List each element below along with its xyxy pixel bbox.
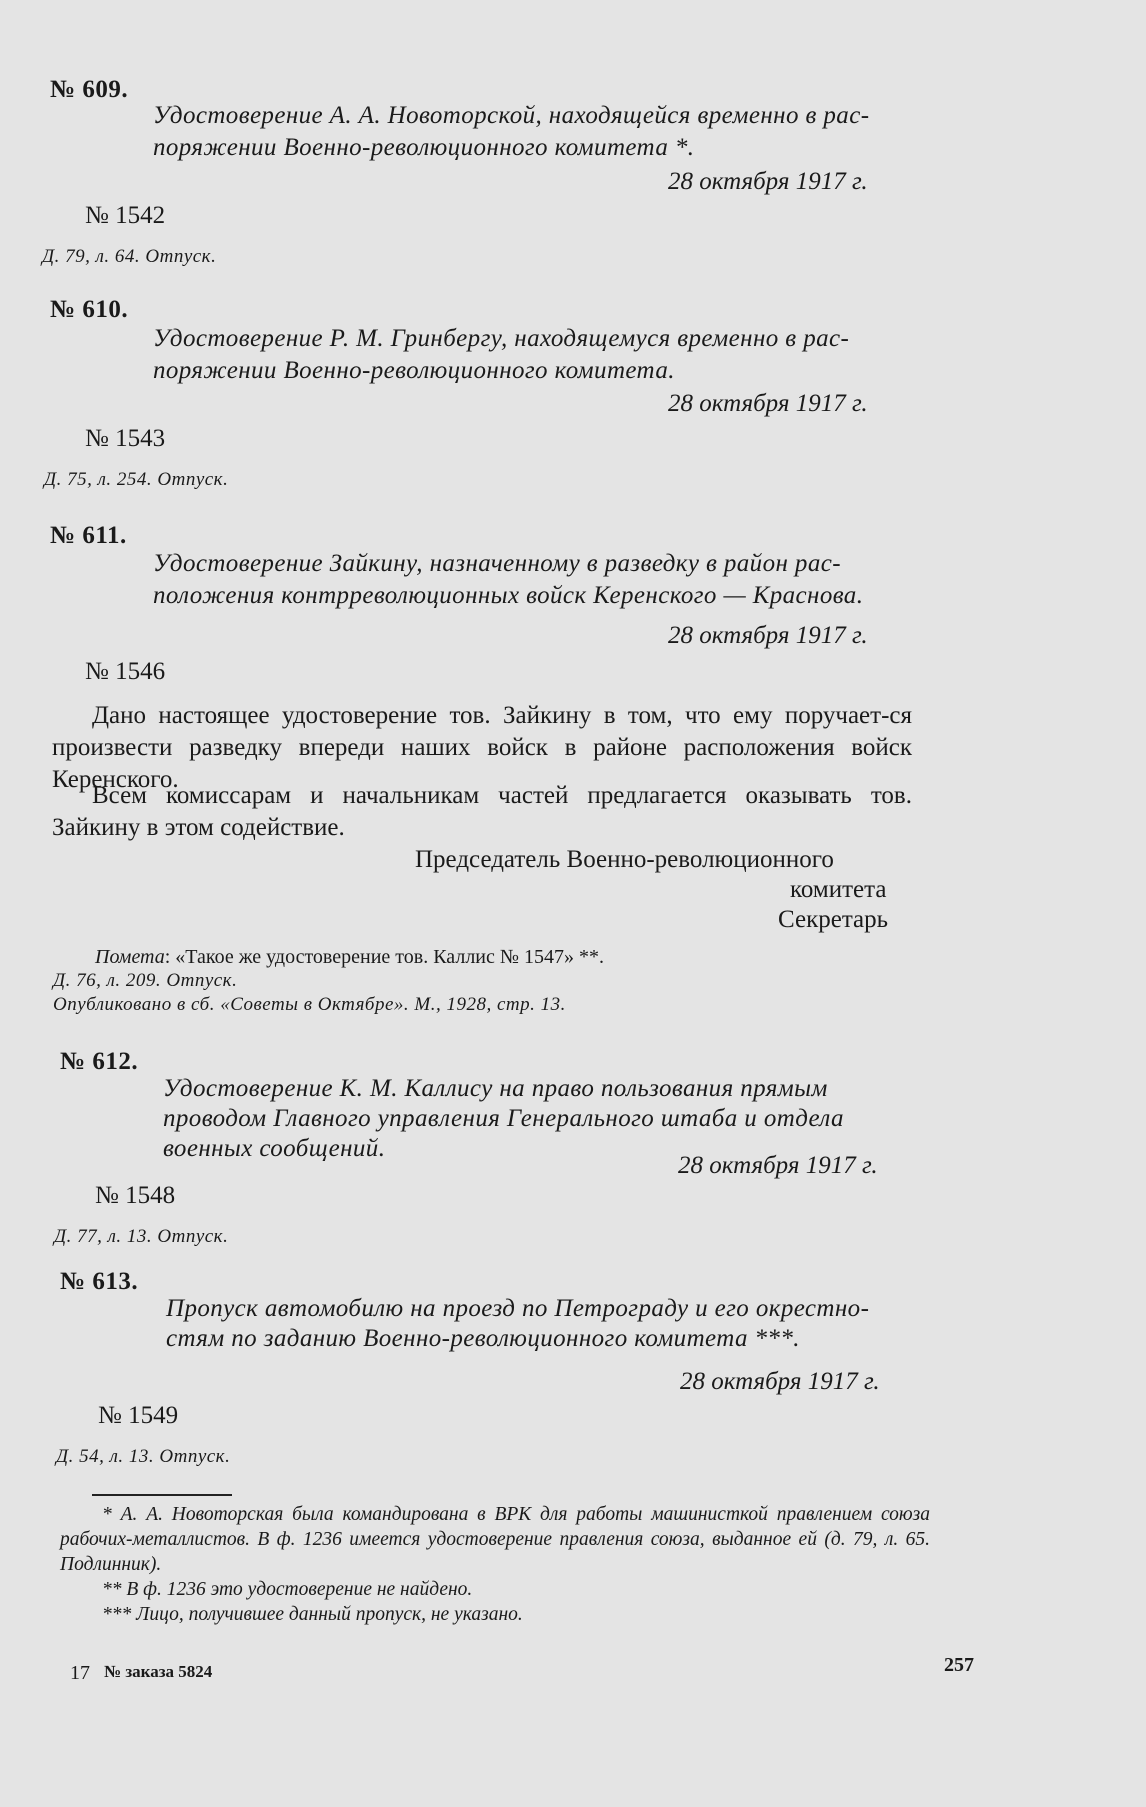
doc-613-number: № 613. xyxy=(60,1268,139,1295)
doc-610-number: № 610. xyxy=(50,296,129,323)
signature-committee: комитета xyxy=(790,876,887,903)
doc-609-number: № 609. xyxy=(50,76,129,103)
signature-mark: 17 xyxy=(70,1662,90,1684)
doc-609-title-line-1: Удостоверение А. А. Новоторской, находящейся временно в рас- xyxy=(153,102,870,129)
doc-613-title-line-1: Пропуск автомобилю на проезд по Петрограду и его окрестно- xyxy=(166,1295,870,1322)
doc-613-title-line-2: стям по заданию Военно-революционного комитета ***. xyxy=(166,1325,800,1352)
page-number: 257 xyxy=(944,1654,974,1676)
signature-chairman: Председатель Военно-революционного xyxy=(415,846,834,873)
footnote-1: * А. А. Новоторская была командирована в ВРК для работы машинисткой правлением союза рабочих-металлистов. В ф. 1236 имеется удостоверение правления союза, выданное ей (д. 79, л. 65. Подлинник). xyxy=(60,1504,930,1575)
doc-612-archive-ref: Д. 77, л. 13. Отпуск. xyxy=(54,1226,229,1247)
doc-612-reg-number: № 1548 xyxy=(95,1182,176,1209)
doc-613-archive-ref: Д. 54, л. 13. Отпуск. xyxy=(56,1446,231,1467)
doc-611-title-line-1: Удостоверение Зайкину, назначенному в разведку в район рас- xyxy=(153,550,841,577)
doc-611-archive-ref: Д. 76, л. 209. Отпуск. xyxy=(53,970,238,991)
doc-609-title-line-2: поряжении Военно-революционного комитета *. xyxy=(153,134,695,161)
doc-611-publication: Опубликовано в сб. «Советы в Октябре». М., 1928, стр. 13. xyxy=(53,994,566,1015)
doc-612-title-line-3: военных сообщений. xyxy=(163,1135,386,1162)
doc-611-title-line-2: положения контрреволюционных войск Керенского — Краснова. xyxy=(153,582,864,609)
signature-secretary: Секретарь xyxy=(778,906,889,933)
footnote-divider xyxy=(92,1494,232,1496)
note-text: : «Такое же удостоверение тов. Каллис № 1547» **. xyxy=(164,946,604,968)
doc-611-paragraph-1: Дано настоящее удостоверение тов. Зайкину в том, что ему поручает-ся произвести разведку впереди наших войск в районе расположения войск Керенского. xyxy=(52,702,912,793)
doc-612-number: № 612. xyxy=(60,1048,139,1075)
doc-610-archive-ref: Д. 75, л. 254. Отпуск. xyxy=(44,469,229,490)
footnote-3: *** Лицо, получившее данный пропуск, не указано. xyxy=(102,1604,523,1625)
doc-609-archive-ref: Д. 79, л. 64. Отпуск. xyxy=(42,246,217,267)
doc-609-date: 28 октября 1917 г. xyxy=(668,168,868,195)
doc-611-number: № 611. xyxy=(50,522,127,549)
order-number: № заказа 5824 xyxy=(104,1662,213,1681)
doc-611-date: 28 октября 1917 г. xyxy=(668,622,868,649)
doc-612-title-line-1: Удостоверение К. М. Каллису на право пользования прямым xyxy=(163,1075,828,1102)
doc-609-reg-number: № 1542 xyxy=(85,202,166,229)
doc-611-reg-number: № 1546 xyxy=(85,658,166,685)
doc-611-note xyxy=(95,946,604,969)
doc-612-date: 28 октября 1917 г. xyxy=(678,1152,878,1179)
doc-610-date: 28 октября 1917 г. xyxy=(668,390,868,417)
doc-610-title-line-2: поряжении Военно-революционного комитета. xyxy=(153,357,675,384)
doc-612-title-line-2: проводом Главного управления Генерального штаба и отдела xyxy=(163,1105,844,1132)
note-label: Помета xyxy=(95,946,165,968)
doc-613-reg-number: № 1549 xyxy=(98,1402,179,1429)
doc-611-paragraph-2: Всем комиссарам и начальникам частей предлагается оказывать тов. Зайкину в этом содействие. xyxy=(52,782,912,841)
doc-610-title-line-1: Удостоверение Р. М. Гринбергу, находящемуся временно в рас- xyxy=(153,325,850,352)
doc-610-reg-number: № 1543 xyxy=(85,425,166,452)
footnote-2: ** В ф. 1236 это удостоверение не найдено. xyxy=(102,1579,473,1600)
doc-613-date: 28 октября 1917 г. xyxy=(680,1368,880,1395)
